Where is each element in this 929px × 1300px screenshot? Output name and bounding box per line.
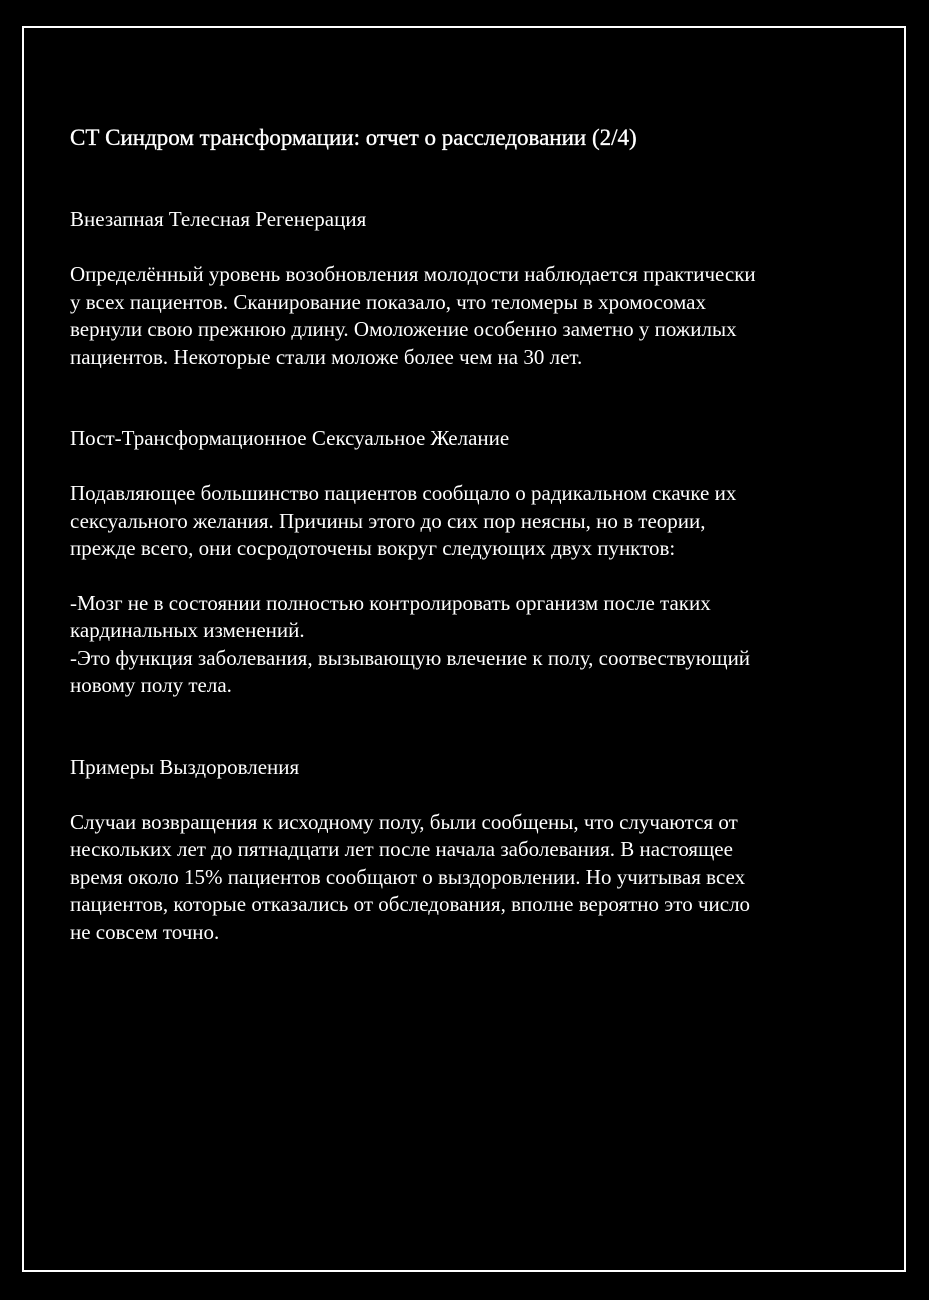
section-body-desire: Подавляющее большинство пациентов сообщало о радикальном скачке их сексуального желания. Причины этого до сих пор неясны, но в теории, прежде всего, они сосродоточены вокруг следующих двух пунктов:	[70, 481, 737, 560]
section-body-regeneration: Определённый уровень возобновления молодости наблюдается практически у всех пациентов. Сканирование показало, что теломеры в хромосомах вернули свою прежнюю длину. Омоложение особенно заметно у пожилых пациентов. Некоторые стали моложе более чем на 30 лет.	[70, 262, 756, 369]
section-bullets-desire: -Мозг не в состоянии полностью контролировать организм после таких кардинальных изменений. -Это функция заболевания, вызывающую влечение к полу, соотвествующий новому полу тела.	[70, 590, 751, 697]
report-content	[70, 124, 840, 946]
section-heading-desire: Пост-Трансформационное Сексуальное Желание	[70, 426, 510, 450]
section-body-recovery: Случаи возвращения к исходному полу, были сообщены, что случаются от нескольких лет до пятнадцати лет после начала заболевания. В настоящее время около 15% пациентов сообщают о выздоровлении. Но учитывая всех пациентов, которые отказались от обследования, вполне вероятно это число не совсем точно.	[70, 809, 751, 944]
section-heading-regeneration: Внезапная Телесная Регенерация	[70, 207, 367, 231]
document-title: СТ Синдром трансформации: отчет о расследовании (2/4)	[70, 125, 637, 150]
section-heading-recovery: Примеры Выздоровления	[70, 754, 300, 779]
